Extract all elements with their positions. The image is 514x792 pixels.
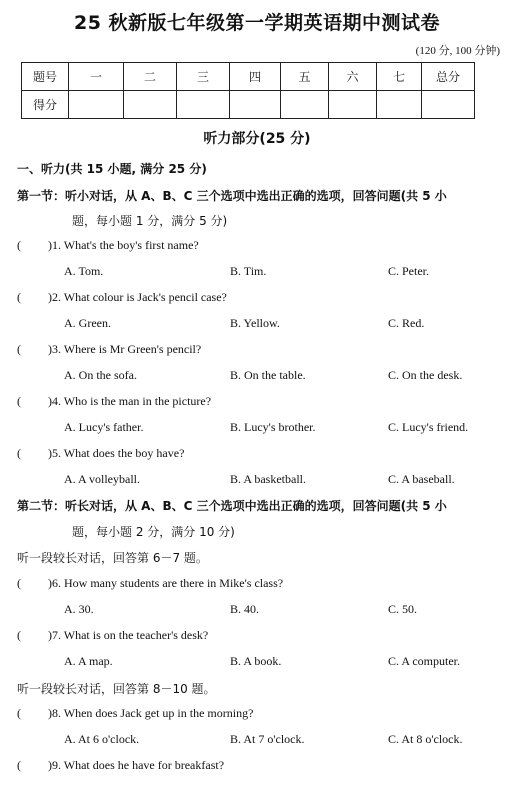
- option-a: A. At 6 o'clock.: [64, 732, 140, 746]
- score-table-header-row: [22, 63, 475, 91]
- score-entry[interactable]: [281, 91, 329, 119]
- answer-bracket[interactable]: (: [17, 342, 21, 356]
- option-c: C. On the desk.: [388, 368, 463, 382]
- score-cell: 五: [281, 63, 329, 91]
- dialog-instruction-2: 听一段较长对话，回答第 8－10 题。: [17, 682, 216, 696]
- score-cell: 题号: [22, 63, 69, 91]
- question-text: )8. When does Jack get up in the morning?: [48, 706, 254, 720]
- option-b: B. Lucy's brother.: [230, 420, 316, 434]
- question-text: )4. Who is the man in the picture?: [48, 394, 212, 408]
- answer-bracket[interactable]: (: [17, 394, 21, 408]
- answer-bracket[interactable]: (: [17, 628, 21, 642]
- score-cell: 七: [377, 63, 422, 91]
- option-c: C. A computer.: [388, 654, 460, 668]
- option-c: C. Red.: [388, 316, 425, 330]
- question-text: )1. What's the boy's first name?: [48, 238, 199, 252]
- answer-bracket[interactable]: (: [17, 238, 21, 252]
- part1-heading: [17, 160, 514, 177]
- option-a: A. Lucy's father.: [64, 420, 144, 434]
- option-a: A. Green.: [64, 316, 111, 330]
- option-c: C. At 8 o'clock.: [388, 732, 463, 746]
- score-cell: 二: [124, 63, 177, 91]
- section2-instruction-cont: 题，每小题 2 分，满分 10 分): [72, 525, 235, 539]
- section1-instruction-cont: 题，每小题 1 分，满分 5 分): [72, 214, 228, 228]
- question-text: )5. What does the boy have?: [48, 446, 185, 460]
- score-cell: 得分: [22, 91, 69, 119]
- option-a: A. Tom.: [64, 264, 104, 278]
- question-text: )7. What is on the teacher's desk?: [48, 628, 209, 642]
- score-table-score-row: [22, 91, 475, 119]
- score-entry[interactable]: [377, 91, 422, 119]
- answer-bracket[interactable]: (: [17, 576, 21, 590]
- option-c: C. Lucy's friend.: [388, 420, 469, 434]
- score-entry[interactable]: [230, 91, 281, 119]
- question-text: )2. What colour is Jack's pencil case?: [48, 290, 227, 304]
- question-text: )6. How many students are there in Mike's class?: [48, 576, 284, 590]
- score-cell: 三: [177, 63, 230, 91]
- option-b: B. Tim.: [230, 264, 267, 278]
- section1-instruction: 第一节：听小对话，从 A、B、C 三个选项中选出正确的选项，回答问题(共 5 小: [17, 189, 447, 203]
- score-entry[interactable]: [422, 91, 475, 119]
- answer-bracket[interactable]: (: [17, 758, 21, 772]
- option-b: B. On the table.: [230, 368, 306, 382]
- listening-section-title: 听力部分(25 分): [203, 131, 311, 147]
- answer-bracket[interactable]: (: [17, 446, 21, 460]
- exam-title: 25 秋新版七年级第一学期英语期中测试卷: [73, 12, 441, 34]
- score-cell: 总分: [422, 63, 475, 91]
- score-time-note: (120 分, 100 分钟): [415, 45, 500, 57]
- question-text: )3. Where is Mr Green's pencil?: [48, 342, 202, 356]
- score-entry[interactable]: [177, 91, 230, 119]
- dialog-instruction-1: 听一段较长对话，回答第 6－7 题。: [17, 551, 208, 565]
- answer-bracket[interactable]: (: [17, 290, 21, 304]
- score-cell: 六: [329, 63, 377, 91]
- score-cell: 四: [230, 63, 281, 91]
- part1-heading-text: 一、听力(共 15 小题, 满分 25 分): [17, 162, 207, 176]
- option-a: A. A volleyball.: [64, 472, 140, 486]
- option-b: B. 40.: [230, 602, 260, 616]
- score-table: [21, 62, 475, 119]
- option-b: B. A book.: [230, 654, 282, 668]
- score-cell: 一: [69, 63, 124, 91]
- option-b: B. Yellow.: [230, 316, 280, 330]
- section2-instruction: 第二节：听长对话，从 A、B、C 三个选项中选出正确的选项，回答问题(共 5 小: [17, 499, 447, 513]
- score-entry[interactable]: [329, 91, 377, 119]
- option-b: B. A basketball.: [230, 472, 306, 486]
- option-a: A. 30.: [64, 602, 94, 616]
- option-a: A. A map.: [64, 654, 113, 668]
- option-a: A. On the sofa.: [64, 368, 137, 382]
- score-entry[interactable]: [69, 91, 124, 119]
- option-c: C. Peter.: [388, 264, 429, 278]
- option-c: C. A baseball.: [388, 472, 455, 486]
- option-b: B. At 7 o'clock.: [230, 732, 305, 746]
- question-text: )9. What does he have for breakfast?: [48, 758, 225, 772]
- option-c: C. 50.: [388, 602, 418, 616]
- answer-bracket[interactable]: (: [17, 706, 21, 720]
- score-entry[interactable]: [124, 91, 177, 119]
